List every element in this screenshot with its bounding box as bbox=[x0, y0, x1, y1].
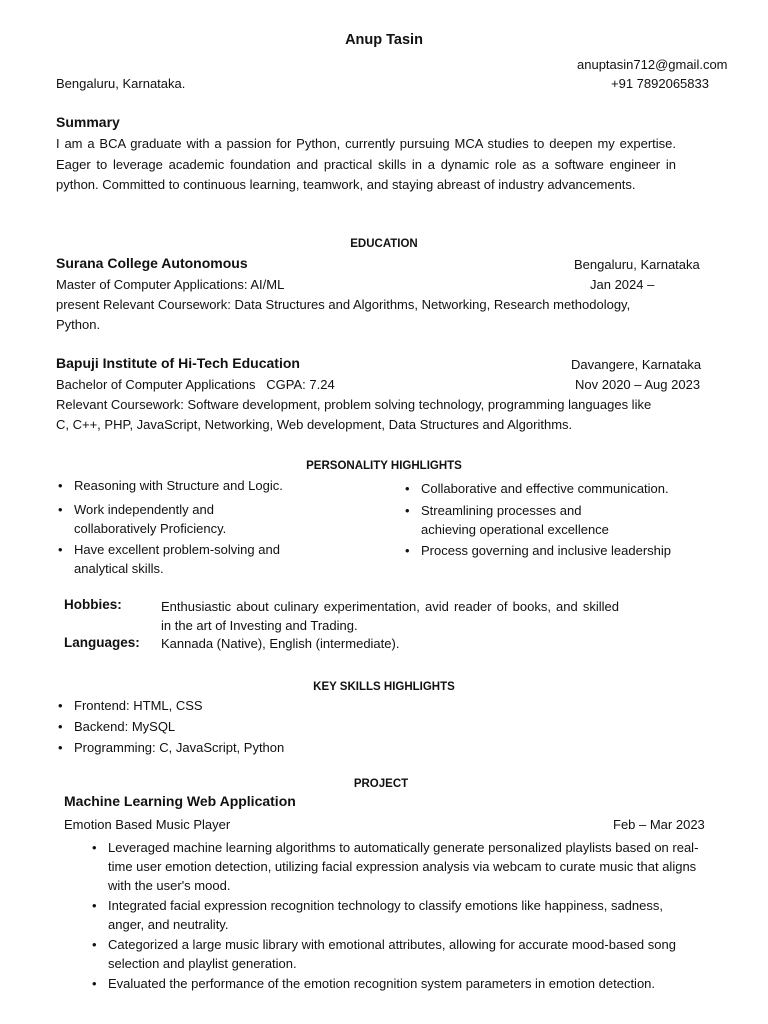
project-heading: PROJECT bbox=[353, 778, 409, 790]
education-degree-2: Bachelor of Computer Applications CGPA: 7.24 bbox=[56, 377, 335, 392]
list-item: • Collaborative and effective communication. bbox=[403, 479, 703, 498]
phone: +91 7892065833 bbox=[611, 76, 709, 91]
list-item: • Programming: C, JavaScript, Python bbox=[56, 738, 456, 757]
list-item: • Frontend: HTML, CSS bbox=[56, 696, 456, 715]
project-dates: Feb – Mar 2023 bbox=[613, 817, 705, 832]
list-item: • Reasoning with Structure and Logic. bbox=[56, 476, 316, 495]
email: anuptasin712@gmail.com bbox=[577, 57, 728, 72]
list-item: • Leveraged machine learning algorithms to automatically generate personalized playlists based on real-time user emotion detection, utilizing facial expression analysis via webcam to curate music that aligns with the user's mood. bbox=[90, 838, 702, 895]
education-dates-1: Jan 2024 – bbox=[590, 277, 655, 292]
summary-heading: Summary bbox=[56, 114, 120, 130]
education-location-2: Davangere, Karnataka bbox=[571, 357, 702, 372]
skills-heading: KEY SKILLS HIGHLIGHTS bbox=[313, 681, 455, 693]
project-title: Machine Learning Web Application bbox=[64, 793, 296, 809]
location: Bengaluru, Karnataka. bbox=[56, 76, 186, 91]
resume-name: Anup Tasin bbox=[345, 32, 423, 48]
list-item: • Work independently and collaboratively Proficiency. bbox=[56, 500, 264, 538]
personality-heading: PERSONALITY HIGHLIGHTS bbox=[306, 460, 462, 472]
education-coursework-1: present Relevant Coursework: Data Structures and Algorithms, Networking, Research methodology, bbox=[56, 297, 631, 312]
skills-list bbox=[56, 696, 456, 757]
list-item: • Streamlining processes and achieving operational excellence bbox=[403, 501, 631, 539]
project-bullets bbox=[90, 838, 702, 993]
education-school-1: Surana College Autonomous bbox=[56, 255, 248, 271]
personality-list-right bbox=[403, 479, 703, 560]
education-degree-1: Master of Computer Applications: AI/ML bbox=[56, 277, 285, 292]
education-location-1: Bengaluru, Karnataka bbox=[574, 257, 700, 272]
education-coursework-2: Relevant Coursework: Software development, problem solving technology, programming languages like bbox=[56, 397, 652, 412]
education-dates-2: Nov 2020 – Aug 2023 bbox=[575, 377, 701, 392]
education-coursework-2-cont: C, C++, PHP, JavaScript, Networking, Web development, Data Structures and Algorithms. bbox=[56, 417, 573, 432]
list-item: • Integrated facial expression recognition technology to classify emotions like happiness, sadness, anger, and neutrality. bbox=[90, 896, 668, 934]
hobbies-text: Enthusiastic about culinary experimentation, avid reader of books, and skilled in the art of Investing and Trading. bbox=[161, 599, 619, 633]
list-item: • Backend: MySQL bbox=[56, 717, 456, 736]
languages-text: Kannada (Native), English (intermediate). bbox=[161, 636, 400, 651]
summary-text: I am a BCA graduate with a passion for Python, currently pursuing MCA studies to deepen my expertise. Eager to leverage academic foundation and practical skills in a dynamic role as a software engineer in python. Committed to continuous learning, teamwork, and staying abreast of industry advancements. bbox=[56, 136, 676, 192]
education-school-2: Bapuji Institute of Hi-Tech Education bbox=[56, 355, 300, 371]
languages-label: Languages: bbox=[64, 635, 140, 650]
project-subtitle: Emotion Based Music Player bbox=[64, 817, 231, 832]
list-item: • Evaluated the performance of the emotion recognition system parameters in emotion detection. bbox=[90, 974, 702, 993]
education-heading: EDUCATION bbox=[350, 238, 418, 250]
education-coursework-1-cont: Python. bbox=[56, 317, 101, 332]
list-item: • Process governing and inclusive leadership bbox=[403, 541, 703, 560]
hobbies-label: Hobbies: bbox=[64, 597, 122, 612]
list-item: • Categorized a large music library with emotional attributes, allowing for accurate mood-based song selection and playlist generation. bbox=[90, 935, 708, 973]
list-item: • Have excellent problem-solving and analytical skills. bbox=[56, 540, 304, 578]
personality-list-left bbox=[56, 476, 316, 578]
